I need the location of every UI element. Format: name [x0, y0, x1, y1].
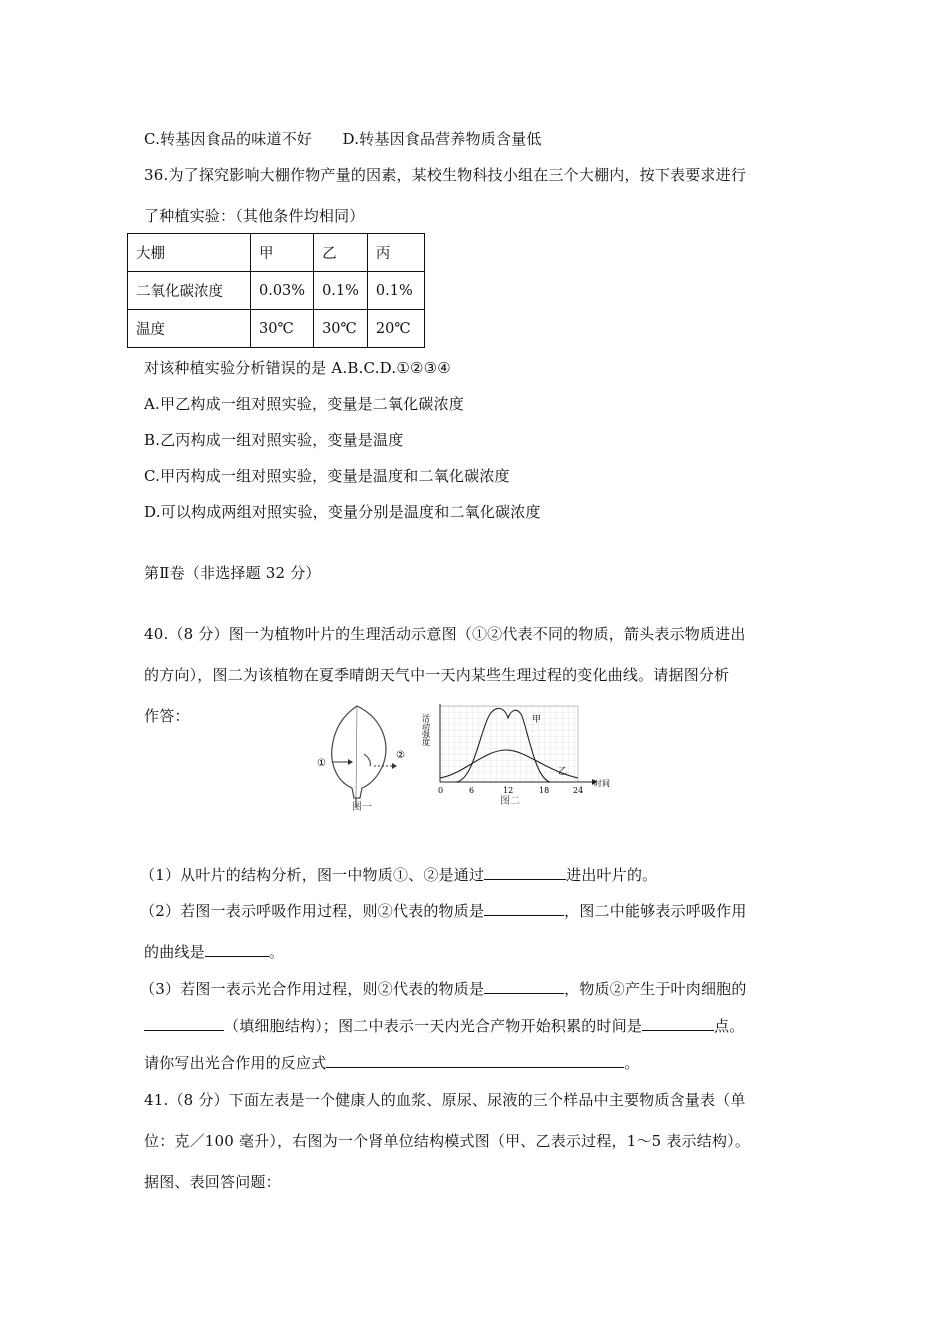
- sub3-text-b: ，物质②产生于叶肉细胞的: [564, 980, 747, 998]
- q36-option-d: D.可以构成两组对照实验，变量分别是温度和二氧化碳浓度: [144, 503, 541, 521]
- q40-sub3: [140, 978, 747, 999]
- sub3-text-a: （3）若图一表示光合作用过程，则②代表的物质是: [140, 980, 485, 998]
- table-cell: 0.1%: [314, 272, 368, 310]
- table-cell: 0.1%: [367, 272, 424, 310]
- q40-sub3-equation: [144, 1052, 640, 1073]
- section-title: 第Ⅱ卷（非选择题 32 分）: [144, 564, 321, 582]
- figure2-caption: 图二: [500, 796, 520, 807]
- label-in: ①: [317, 758, 326, 769]
- answer-blank[interactable]: [642, 1016, 714, 1031]
- sub2-text-a: （2）若图一表示呼吸作用过程，则②代表的物质是: [140, 902, 485, 920]
- table-cell: 30℃: [251, 310, 314, 348]
- sub3-text-e: 请你写出光合作用的反应式: [144, 1054, 327, 1072]
- answer-blank[interactable]: [484, 901, 564, 916]
- table-row: [128, 272, 425, 310]
- tick-label: 0: [438, 786, 444, 795]
- q35-options: C.转基因食品的味道不好 D.转基因食品营养物质含量低: [144, 130, 542, 148]
- q40-stem-line1: 40.（8 分）图一为植物叶片的生理活动示意图（①②代表不同的物质，箭头表示物质进出: [144, 625, 746, 643]
- q40-sub3-cont: [144, 1015, 745, 1036]
- arrow-curve-icon: [364, 754, 370, 766]
- q36-option-b: B.乙丙构成一组对照实验，变量是温度: [144, 431, 404, 449]
- table-cell: 大棚: [128, 234, 251, 272]
- q36-table: [127, 233, 425, 348]
- x-axis-label: 时间: [594, 779, 610, 788]
- q41-line1: 41.（8 分）下面左表是一个健康人的血浆、原尿、尿液的三个样品中主要物质含量表（单: [144, 1091, 746, 1109]
- q36-option-c: C.甲丙构成一组对照实验，变量是温度和二氧化碳浓度: [144, 467, 510, 485]
- answer-blank[interactable]: [326, 1053, 624, 1068]
- tick-label: 18: [539, 786, 550, 795]
- sub3-text-f: 。: [624, 1054, 640, 1072]
- sub1-text-a: （1）从叶片的结构分析，图一中物质①、②是通过: [140, 866, 485, 884]
- q36-option-a: A.甲乙构成一组对照实验，变量是二氧化碳浓度: [144, 395, 465, 413]
- q36-question: 对该种植实验分析错误的是 A.B.C.D.①②③④: [144, 359, 451, 377]
- sub3-text-d: 点。: [714, 1017, 745, 1035]
- tick-label: 12: [503, 786, 514, 795]
- table-cell: 二氧化碳浓度: [128, 272, 251, 310]
- q41-line3: 据图、表回答问题：: [144, 1173, 281, 1191]
- q40-sub2: [140, 900, 747, 921]
- table-cell: 乙: [314, 234, 368, 272]
- table-cell: 温度: [128, 310, 251, 348]
- sub2-text-c: 的曲线是: [144, 943, 205, 961]
- leaf-midrib: [356, 706, 357, 798]
- sub3-text-c: （填细胞结构）；图二中表示一天内光合产物开始积累的时间是: [224, 1017, 643, 1035]
- table-row: [128, 310, 425, 348]
- table-cell: 丙: [367, 234, 424, 272]
- y-axis-label: 活动强度: [421, 714, 431, 746]
- q36-stem-line2: 了种植实验：（其他条件均相同）: [144, 207, 365, 225]
- figure1-caption: 图一: [352, 802, 372, 813]
- arrow-out-head-icon: [392, 763, 397, 769]
- answer-blank[interactable]: [484, 979, 564, 994]
- arrow-in-head-icon: [348, 759, 353, 765]
- label-out: ②: [396, 750, 405, 761]
- figure-curves: [421, 700, 614, 810]
- tick-label: 24: [573, 786, 584, 795]
- table-cell: 0.03%: [251, 272, 314, 310]
- q40-stem-line2: 的方向），图二为该植物在夏季晴朗天气中一天内某些生理过程的变化曲线。请据图分析: [144, 666, 730, 684]
- q40-sub1: [140, 864, 657, 885]
- table-cell: 30℃: [314, 310, 368, 348]
- answer-blank[interactable]: [144, 1016, 224, 1031]
- answer-blank[interactable]: [205, 942, 269, 957]
- table-cell: 20℃: [367, 310, 424, 348]
- table-cell: 甲: [251, 234, 314, 272]
- answer-blank[interactable]: [484, 865, 566, 880]
- sub2-text-b: ，图二中能够表示呼吸作用: [564, 902, 747, 920]
- sub2-text-d: 。: [268, 943, 285, 961]
- curve-a-label: 甲: [532, 715, 542, 725]
- q40-sub2-cont: [144, 941, 284, 962]
- curve-b-label: 乙: [558, 767, 568, 777]
- figure-leaf: [312, 700, 405, 813]
- table-header-row: [128, 234, 425, 272]
- tick-label: 6: [469, 786, 475, 795]
- sub1-text-b: 进出叶片的。: [566, 866, 658, 884]
- q41-line2: 位：克／100 毫升），右图为一个肾单位结构模式图（甲、乙表示过程，1～5 表示结构）。: [144, 1132, 751, 1150]
- q36-stem-line1: 36.为了探究影响大棚作物产量的因素，某校生物科技小组在三个大棚内，按下表要求进行: [144, 166, 747, 184]
- leaf-outline: [332, 706, 386, 798]
- q40-stem-line3: 作答：: [144, 707, 190, 725]
